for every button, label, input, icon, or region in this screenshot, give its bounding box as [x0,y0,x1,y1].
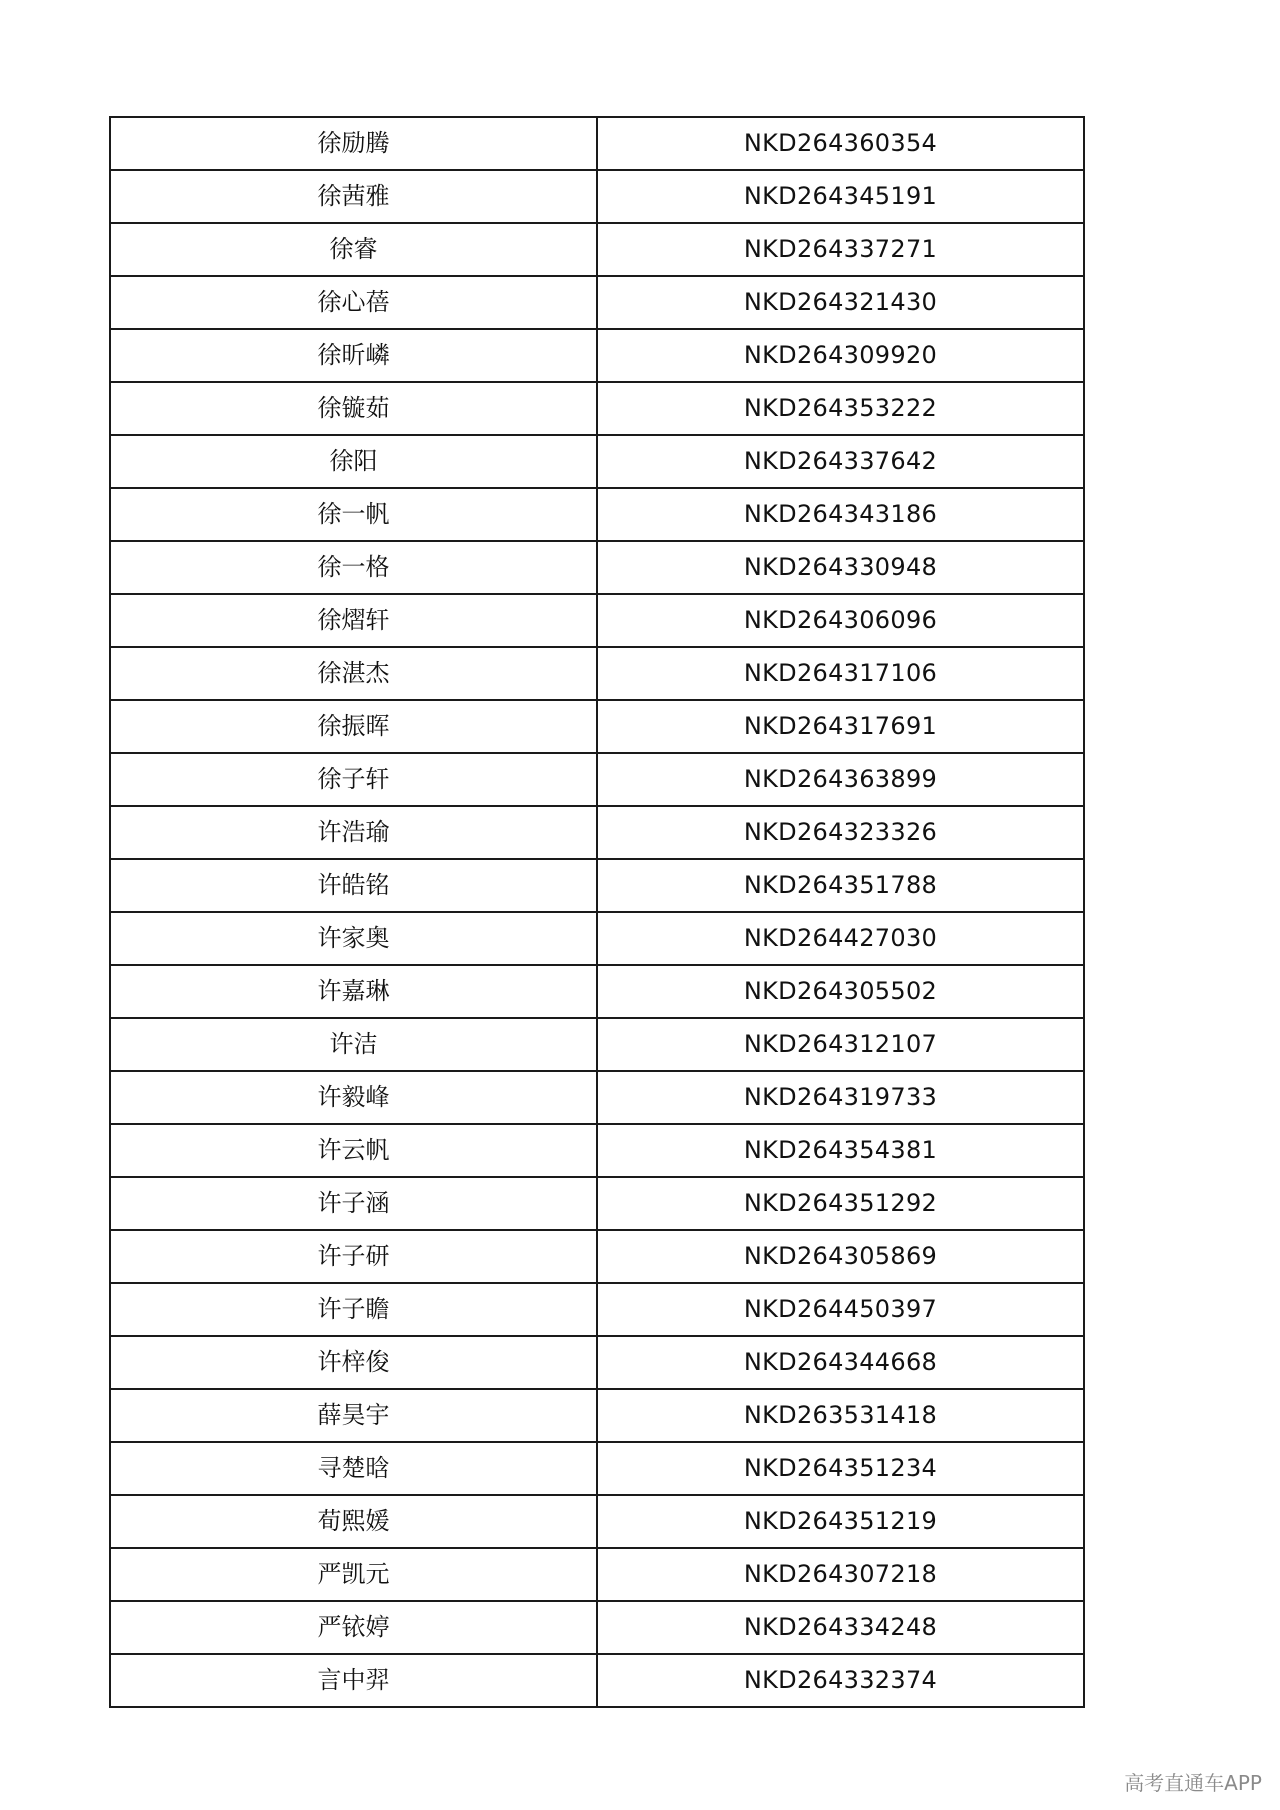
student-name-cell: 言中羿 [110,1654,597,1707]
table-row [110,647,1084,700]
registration-id-cell: NKD263531418 [597,1389,1084,1442]
table-row [110,329,1084,382]
student-name-cell: 荀熙媛 [110,1495,597,1548]
student-name-cell: 许子研 [110,1230,597,1283]
student-name-cell: 严凯元 [110,1548,597,1601]
registration-id-cell: NKD264427030 [597,912,1084,965]
registration-id-cell: NKD264360354 [597,117,1084,170]
registration-id-cell: NKD264343186 [597,488,1084,541]
registration-id-cell: NKD264337271 [597,223,1084,276]
student-name-cell: 徐睿 [110,223,597,276]
table-row [110,223,1084,276]
student-name-cell: 徐昕嶙 [110,329,597,382]
table-row [110,170,1084,223]
registration-id-cell: NKD264317106 [597,647,1084,700]
registration-id-cell: NKD264323326 [597,806,1084,859]
student-name-cell: 寻楚晗 [110,1442,597,1495]
table-row [110,117,1084,170]
table-row [110,965,1084,1018]
table-row [110,700,1084,753]
registration-id-cell: NKD264319733 [597,1071,1084,1124]
table-row [110,859,1084,912]
registration-id-cell: NKD264334248 [597,1601,1084,1654]
student-name-cell: 许皓铭 [110,859,597,912]
registration-id-cell: NKD264353222 [597,382,1084,435]
student-name-cell: 徐心蓓 [110,276,597,329]
table-row [110,912,1084,965]
student-name-cell: 许子瞻 [110,1283,597,1336]
student-name-cell: 徐一帆 [110,488,597,541]
table-row [110,382,1084,435]
student-name-cell: 徐茜雅 [110,170,597,223]
student-name-cell: 徐子轩 [110,753,597,806]
student-name-cell: 徐一格 [110,541,597,594]
registration-id-cell: NKD264312107 [597,1018,1084,1071]
registration-id-cell: NKD264305502 [597,965,1084,1018]
student-name-cell: 徐励腾 [110,117,597,170]
table-row [110,276,1084,329]
table-row [110,1283,1084,1336]
table-row [110,1071,1084,1124]
registration-id-cell: NKD264344668 [597,1336,1084,1389]
registration-id-cell: NKD264351292 [597,1177,1084,1230]
registration-id-cell: NKD264337642 [597,435,1084,488]
registration-id-cell: NKD264345191 [597,170,1084,223]
watermark: 高考直通车APP [1124,1771,1262,1795]
registration-id-cell: NKD264330948 [597,541,1084,594]
table-row [110,1336,1084,1389]
roster-body [110,117,1084,1707]
table-row [110,1389,1084,1442]
registration-id-cell: NKD264306096 [597,594,1084,647]
table-row [110,1124,1084,1177]
registration-id-cell: NKD264332374 [597,1654,1084,1707]
registration-id-cell: NKD264305869 [597,1230,1084,1283]
student-name-cell: 许洁 [110,1018,597,1071]
student-name-cell: 徐湛杰 [110,647,597,700]
registration-id-cell: NKD264351219 [597,1495,1084,1548]
table-row [110,541,1084,594]
table-row [110,1548,1084,1601]
registration-id-cell: NKD264354381 [597,1124,1084,1177]
registration-id-cell: NKD264307218 [597,1548,1084,1601]
student-name-cell: 许毅峰 [110,1071,597,1124]
table-row [110,435,1084,488]
student-name-cell: 许嘉琳 [110,965,597,1018]
table-row [110,1442,1084,1495]
table-row [110,488,1084,541]
registration-id-cell: NKD264363899 [597,753,1084,806]
table-row [110,806,1084,859]
table-row [110,1177,1084,1230]
table-row [110,1654,1084,1707]
table-row [110,1495,1084,1548]
student-name-cell: 许浩瑜 [110,806,597,859]
roster-table [109,116,1085,1708]
table-row [110,753,1084,806]
student-name-cell: 许梓俊 [110,1336,597,1389]
student-name-cell: 许子涵 [110,1177,597,1230]
student-name-cell: 许家奥 [110,912,597,965]
student-name-cell: 薛昊宇 [110,1389,597,1442]
table-row [110,1601,1084,1654]
student-name-cell: 严铱婷 [110,1601,597,1654]
student-name-cell: 徐镟茹 [110,382,597,435]
table-row [110,1230,1084,1283]
registration-id-cell: NKD264450397 [597,1283,1084,1336]
registration-id-cell: NKD264351788 [597,859,1084,912]
table-row [110,1018,1084,1071]
registration-id-cell: NKD264317691 [597,700,1084,753]
student-name-cell: 徐阳 [110,435,597,488]
table-row [110,594,1084,647]
registration-id-cell: NKD264351234 [597,1442,1084,1495]
student-name-cell: 徐振晖 [110,700,597,753]
student-name-cell: 许云帆 [110,1124,597,1177]
registration-id-cell: NKD264321430 [597,276,1084,329]
registration-id-cell: NKD264309920 [597,329,1084,382]
student-name-cell: 徐熠轩 [110,594,597,647]
